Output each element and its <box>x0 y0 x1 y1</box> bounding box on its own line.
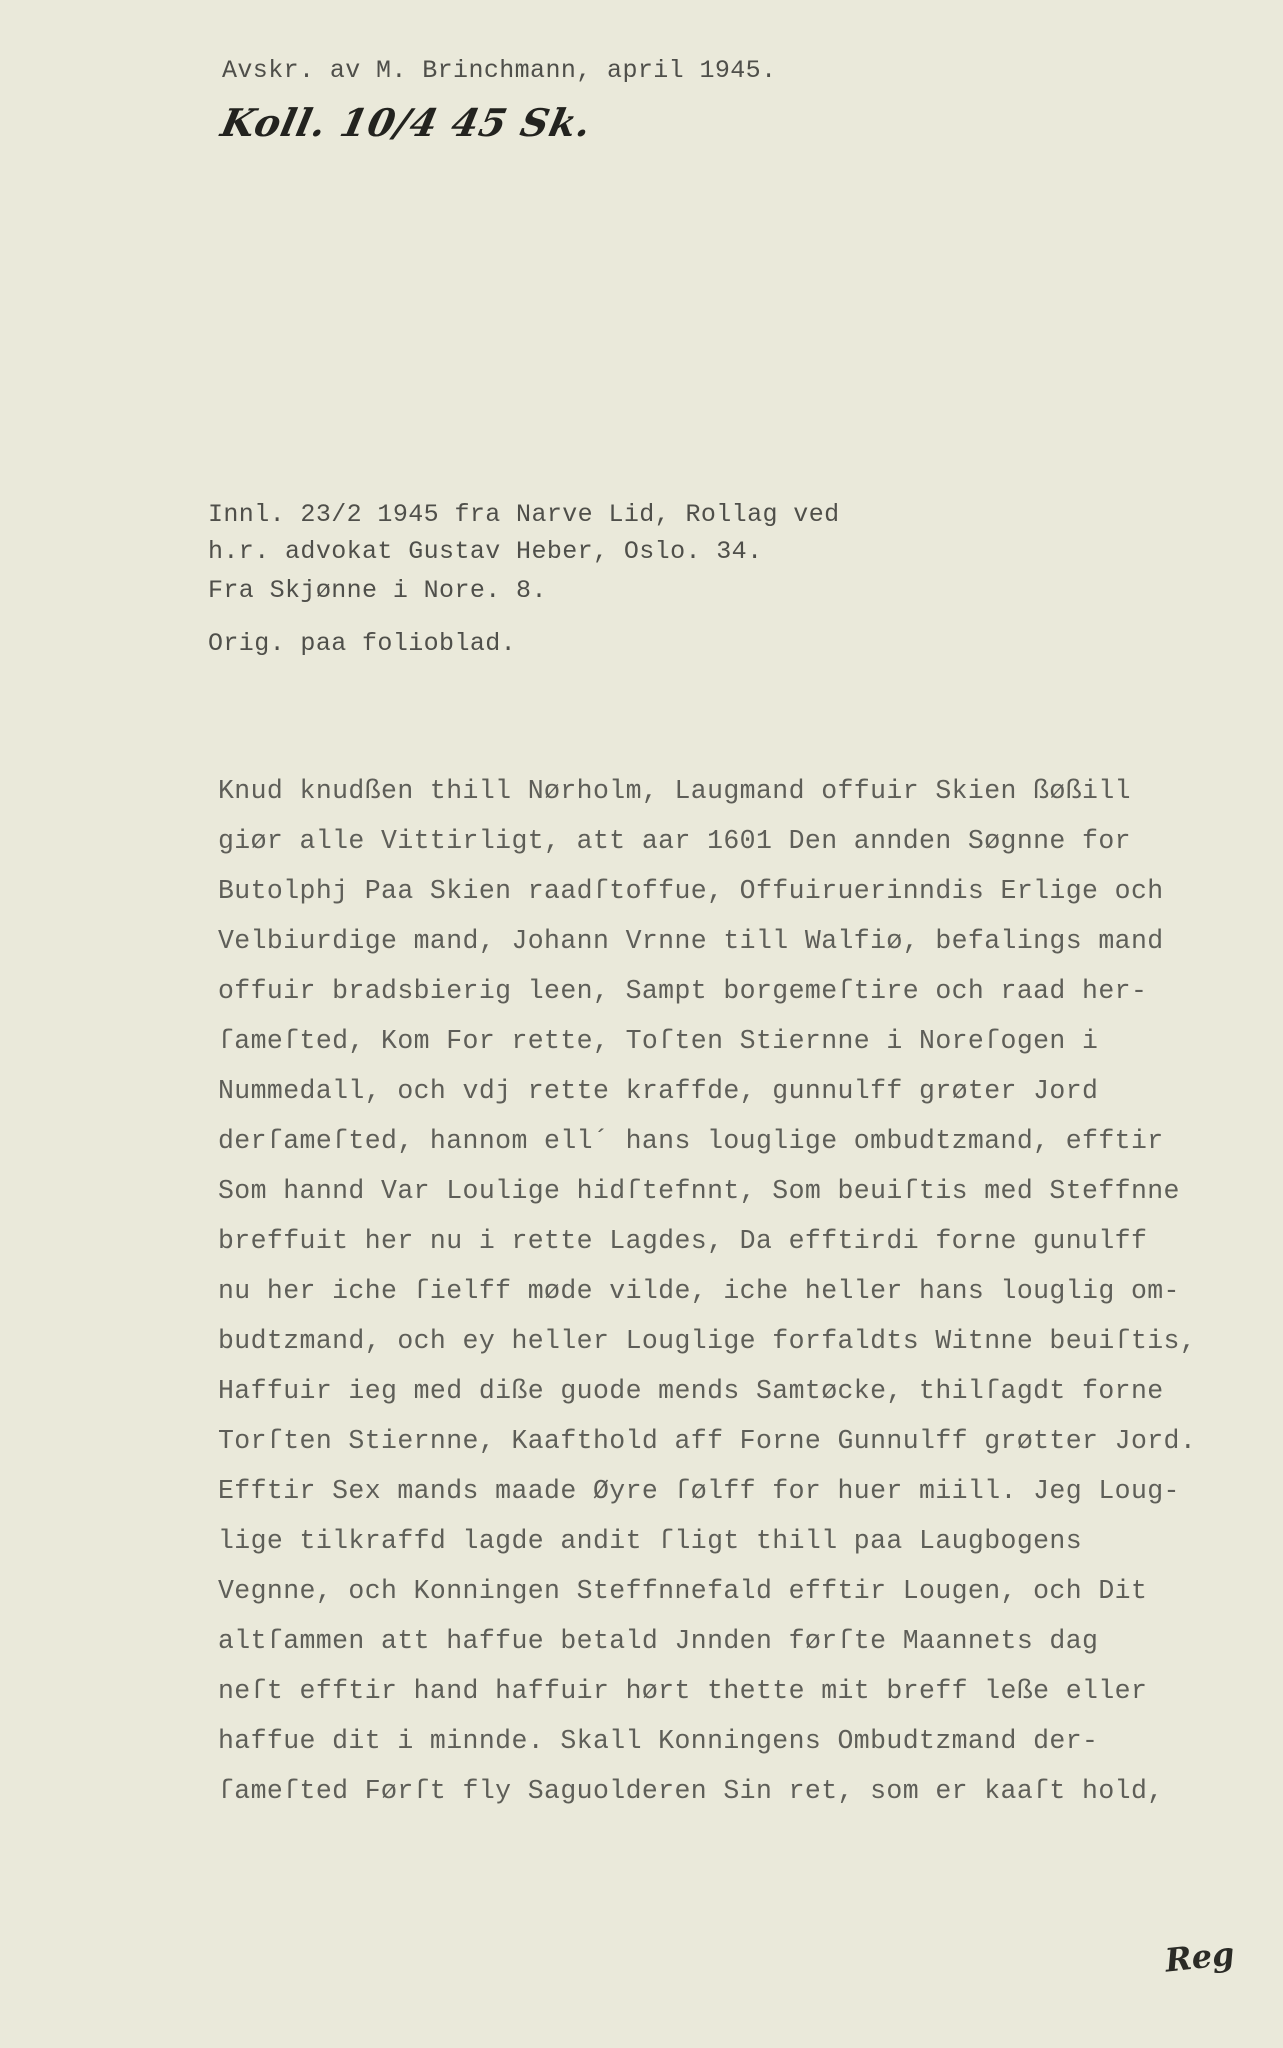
body-line: nu her iche ſielff møde vilde, iche heller hans louglig om- <box>218 1276 1180 1306</box>
body-line: breffuit her nu i rette Lagdes, Da efftirdi forne gunulff <box>218 1226 1148 1256</box>
body-line: giør alle Vittirligt, att aar 1601 Den annden Søgnne for <box>218 826 1131 856</box>
body-line: Vegnne, och Konningen Steffnnefald efftir Lougen, och Dit <box>218 1576 1148 1606</box>
body-line: Efftir Sex mands maade Øyre ſølff for huer miill. Jeg Loug- <box>218 1476 1180 1506</box>
body-line: Velbiurdige mand, Johann Vrnne till Walfiø, befalings mand <box>218 926 1164 956</box>
receipt-line: Innl. 23/2 1945 fra Narve Lid, Rollag ved <box>208 500 840 529</box>
body-line: Som hannd Var Loulige hidſtefnnt, Som beuiſtis med Steffnne <box>218 1176 1180 1206</box>
body-line: offuir bradsbierig leen, Sampt borgemeſtire och raad her- <box>218 976 1148 1006</box>
original-format-line: Orig. paa folioblad. <box>208 629 517 658</box>
body-line: budtzmand, och ey heller Louglige forfaldts Witnne beuiſtis, <box>218 1326 1197 1356</box>
handwritten-collation-note: Koll. 10/4 45 Sk. <box>217 100 597 145</box>
handwritten-corner-mark: Reg <box>1163 1934 1237 1980</box>
body-line: lige tilkraffd lagde andit ſligt thill paa Laugbogens <box>218 1526 1083 1556</box>
body-line: haffue dit i minnde. Skall Konningens Ombudtzmand der- <box>218 1726 1099 1756</box>
source-line: Fra Skjønne i Nore. 8. <box>208 576 547 605</box>
advocate-line: h.r. advokat Gustav Heber, Oslo. 34. <box>208 537 763 566</box>
body-line: ſameſted Førſt fly Saguolderen Sin ret, som er kaaſt hold, <box>218 1776 1164 1806</box>
body-line: neſt efftir hand haffuir hørt thette mit breff leße eller <box>218 1676 1148 1706</box>
transcription-note: Avskr. av M. Brinchmann, april 1945. <box>222 56 777 85</box>
body-line: Knud knudßen thill Nørholm, Laugmand offuir Skien ßøßill <box>218 776 1131 806</box>
body-line: derſameſted, hannom ell´ hans louglige ombudtzmand, efftir <box>218 1126 1164 1156</box>
body-line: Nummedall, och vdj rette kraffde, gunnulff grøter Jord <box>218 1076 1099 1106</box>
body-line: Haffuir ieg med dißе guode mends Samtøcke, thilſagdt forne <box>218 1376 1164 1406</box>
body-line: ſameſted, Kom For rette, Toſten Stiernne i Noreſogen i <box>218 1026 1099 1056</box>
body-line: Butolphj Paa Skien raadſtoffue, Offuiruerinndis Erlige och <box>218 876 1164 906</box>
body-line: Torſten Stiernne, Kaafthold aff Forne Gunnulff grøtter Jord. <box>218 1426 1197 1456</box>
body-line: altſammen att haffue betald Jnnden førſte Maannets dag <box>218 1626 1099 1656</box>
